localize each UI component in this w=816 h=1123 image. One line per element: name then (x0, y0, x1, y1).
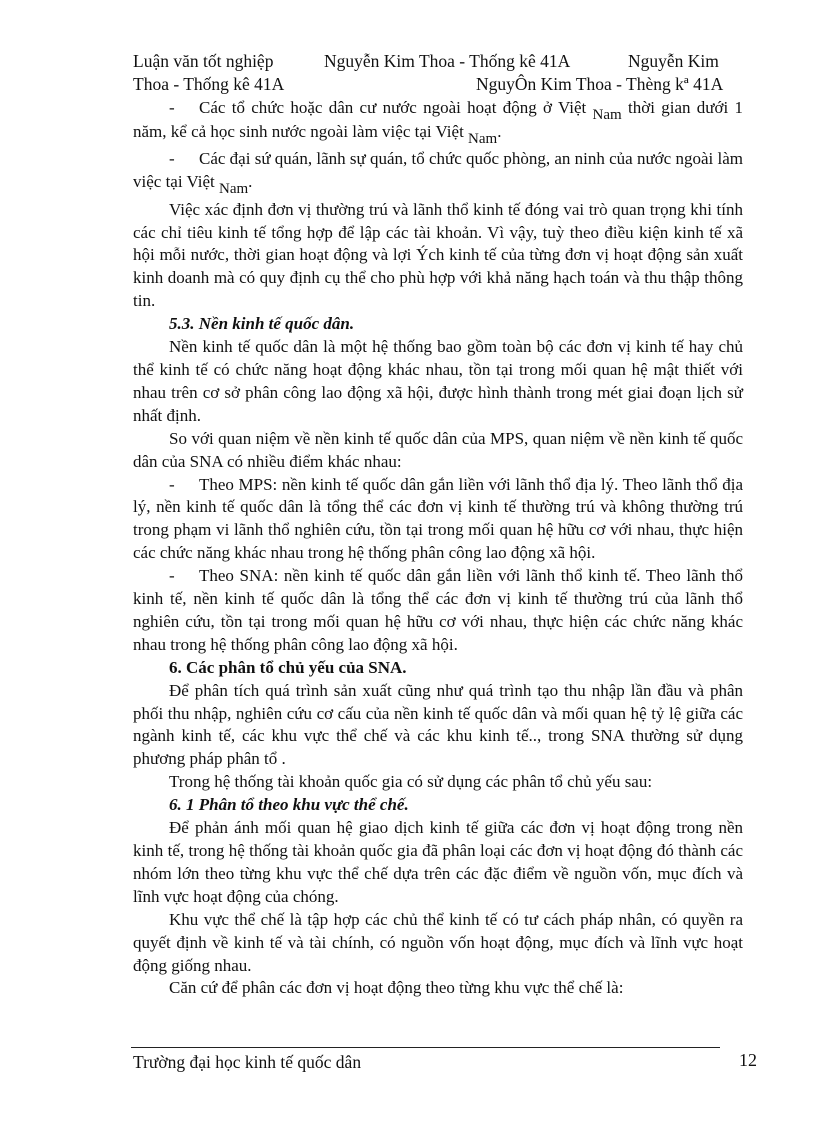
bullet-embassies (133, 148, 743, 195)
bullet-text: Theo MPS: nền kinh tế quốc dân gắn liền với lãnh thổ địa lý. Theo lãnh thổ địa lý, nền kinh tế quốc dân là tổng thể các đơn vị kinh tế thường trú và không thường trú trong phạm vi lãnh thổ nghiên cứu, tồn tại trong mối quan hệ hữu cơ với nhau, thực hiện các chức năng khác nhau trong hệ thống phân công lao động xã hội. (133, 474, 743, 563)
header-author-line2: Thoa - Thống kê 41A (133, 74, 285, 94)
bullet-end: . (248, 171, 253, 191)
bullet-text: thời gian dưới 1 năm, kể cả học sinh nước ngoài làm việc tại Việt (133, 98, 743, 141)
paragraph-classification-list: Trong hệ thống tài khoản quốc gia có sử dụng các phân tổ chủ yếu sau: (169, 772, 653, 792)
footer-divider (131, 1047, 720, 1048)
paragraph-resident-units: Việc xác định đơn vị thường trú và lãnh thổ kinh tế đóng vai trò quan trọng khi tính các chỉ tiêu kinh tế tổng hợp để lập các tài khoản. Vì vậy, tuỳ theo điều kiện kinh tế xã hội mỗi nước, thời gian hoạt động và lợi Ých kinh tế của từng đơn vị hoạt động sản xuất kinh doanh mà có quy định cụ thể cho phù hợp với khả năng hạch toán và thu thập thông tin. (133, 199, 743, 311)
paragraph-institutional-sectors: Để phản ánh mối quan hệ giao dịch kinh tế giữa các đơn vị hoạt động trong nền kinh tế, trong hệ thống tài khoản quốc gia đã phân loại các đơn vị hoạt động đó thành các nhóm lớn theo từng khu vực thể chế dựa trên các đặc điểm về nguồn vốn, mục đích và lĩnh vực hoạt động của chóng. (133, 818, 743, 906)
heading-6: 6. Các phân tổ chủ yếu của SNA. (169, 657, 407, 677)
bullet-text: Theo SNA: nền kinh tế quốc dân gắn liền với lãnh thổ kinh tế. Theo lãnh thổ kinh tế, nền kinh tế quốc dân là tổng thể các đơn vị kinh tế thường trú của lãnh thổ nghiên cứu, tồn tại trong mối quan hệ hữu cơ với nhau, thực hiện các chức năng khác nhau trong hệ thống phân công lao động xã hội. (133, 566, 743, 654)
heading-6-1: 6. 1 Phân tổ theo khu vực thể chế. (169, 795, 409, 815)
bullet-end: . (497, 121, 502, 141)
header-author-line1: Nguyễn Kim Thoa - Thống kê 41A (324, 51, 571, 71)
bullet-sna (133, 565, 743, 657)
subscript-nam: Nam (219, 180, 249, 197)
subscript-nam: Nam (468, 130, 498, 147)
page-number: 12 (739, 1050, 757, 1070)
paragraph-national-economy: Nền kinh tế quốc dân là một hệ thống bao gồm toàn bộ các đơn vị kinh tế hay chủ thể kinh tế có chức năng hoạt động khác nhau, tồn tại trong mối quan hệ mật thiết với nhau trên cơ sở phân công lao động xã hội, được hình thành trong mét giai đoạn lịch sử nhất định. (133, 337, 743, 425)
subscript-nam: Nam (592, 107, 622, 123)
footer-school-name: Trường đại học kinh tế quốc dân (133, 1052, 362, 1072)
bullet-text: Các đại sứ quán, lãnh sự quán, tổ chức quốc phòng, an ninh của nước ngoài làm việc tại Việt (133, 148, 743, 191)
bullet-dash: - (169, 474, 175, 494)
header-thesis-label: Luận văn tốt nghiệp (133, 51, 274, 71)
paragraph-sector-basis: Căn cứ để phân các đơn vị hoạt động theo từng khu vực thể chế là: (169, 978, 624, 998)
paragraph-sector-definition: Khu vực thể chế là tập hợp các chủ thể kinh tế có tư cách pháp nhân, có quyền ra quyết định về kinh tế và tài chính, có nguồn vốn hoạt động, mục đích và lĩnh vực hoạt động giống nhau. (133, 909, 743, 975)
bullet-dash: - (169, 98, 175, 117)
paragraph-mps-vs-sna: So với quan niệm về nền kinh tế quốc dân của MPS, quan niệm về nền kinh tế quốc dân của SNA có nhiều điểm khác nhau: (133, 428, 743, 471)
bullet-dash: - (169, 148, 175, 168)
bullet-dash: - (169, 566, 175, 586)
heading-5-3: 5.3. Nền kinh tế quốc dân. (169, 314, 355, 334)
header-author-garbled: NguyÔn Kim Thoa - Thèng kª 41A (476, 74, 724, 94)
bullet-foreign-residents (133, 97, 743, 145)
bullet-text: Các tổ chức hoặc dân cư nước ngoài hoạt động ở Việt (199, 98, 593, 117)
bullet-mps (133, 474, 743, 566)
header-author-continued: Nguyễn Kim (628, 51, 719, 71)
paragraph-classification-purpose: Để phân tích quá trình sản xuất cũng như quá trình tạo thu nhập lần đầu và phân phối thu nhập, nghiên cứu cơ cấu của nền kinh tế quốc dân và mối quan hệ tỷ lệ giữa các ngành kinh tế, các khu vực thể chế và các khu kinh tế.., trong SNA thường sử dụng phương pháp phân tổ . (133, 680, 743, 769)
body-text (133, 97, 743, 1000)
